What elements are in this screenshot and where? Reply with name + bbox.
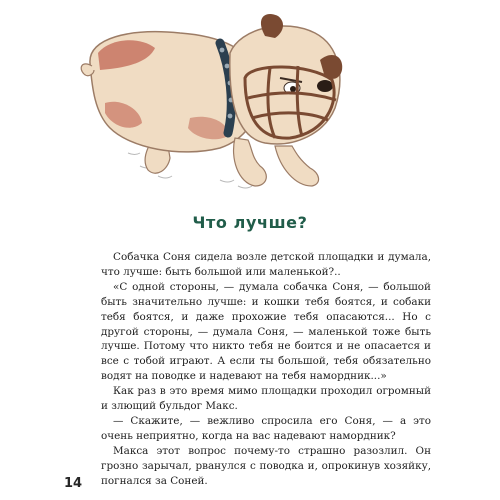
bulldog-illustration bbox=[70, 8, 370, 198]
nose bbox=[317, 80, 333, 92]
front-leg bbox=[275, 146, 319, 186]
pupil bbox=[290, 86, 296, 92]
paragraph: Макса этот вопрос почему-то страшно разозлил. Он грозно зарычал, рванулся с поводка и, опрокинув хозяйку, погнался за Соней. bbox=[101, 444, 431, 487]
paragraph: — Скажите, — вежливо спросила его Соня, — а это очень неприятно, когда на вас надевают намордник? bbox=[101, 414, 431, 442]
paragraph: Собачка Соня сидела возле детской площадки и думала, что лучше: быть большой или маленькой?.. bbox=[101, 251, 431, 278]
tail bbox=[81, 64, 94, 76]
front-leg bbox=[234, 138, 267, 186]
chapter-title: Что лучше? bbox=[192, 213, 308, 232]
page-number: 14 bbox=[64, 476, 83, 491]
story-text bbox=[101, 250, 431, 489]
paragraph: «С одной стороны, — думала собачка Соня, — большой быть значительно лучше: и кошки тебя боятся, и собаки тебя боятся, и даже прохожие тебя опасаются... Но с другой стороны, — думала Соня, — маленькой тоже быть лучше. Потому что никто тебя не боится и не опасается и все с тобой играют. А если ты большой, тебя обязательно водят на поводке и надевают на тебя намордник...» bbox=[101, 280, 431, 383]
paragraph: Как раз в это время мимо площадки проходил огромный и злющий бульдог Макс. bbox=[101, 385, 431, 413]
